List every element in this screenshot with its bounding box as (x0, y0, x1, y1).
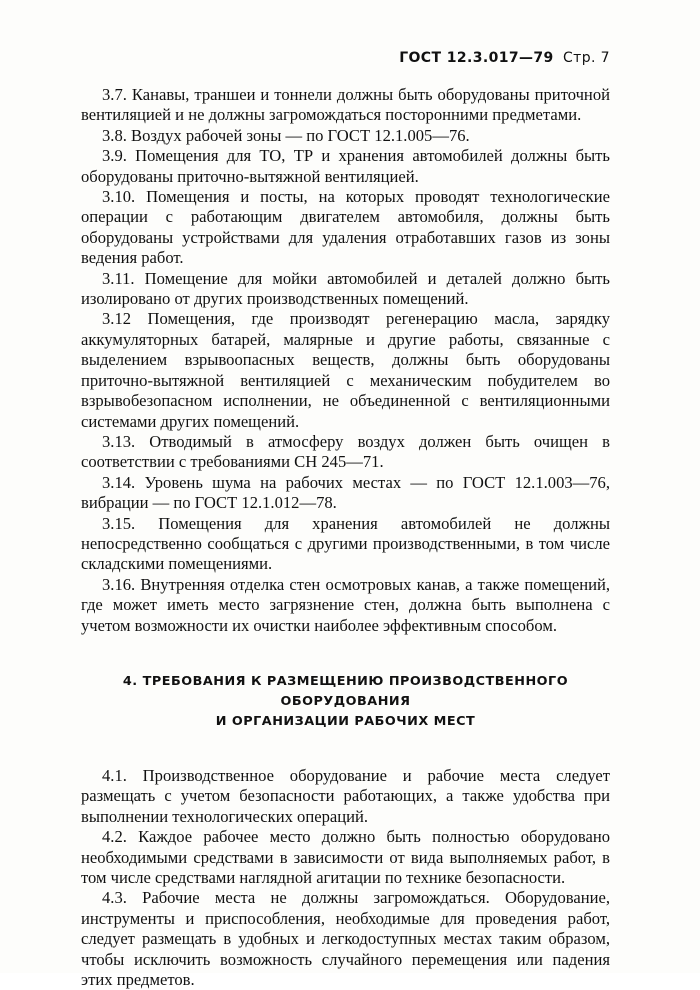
paragraph-3-12: 3.12 Помещения, где производят регенерацию масла, зарядку аккумуляторных батарей, малярные и другие работы, связанные с выделением взрывоопасных веществ, должны быть оборудованы приточно-вытяжной вентиляцией с механическим побудителем во взрывобезопасном исполнении, не объединенной с вентиляционными системами других помещений. (81, 309, 610, 431)
paragraph-3-11: 3.11. Помещение для мойки автомобилей и деталей должно быть изолировано от других производственных помещений. (81, 268, 610, 309)
paragraph-3-8: 3.8. Воздух рабочей зоны — по ГОСТ 12.1.005—76. (102, 125, 470, 145)
paragraph-4-2: 4.2. Каждое рабочее место должно быть полностью оборудовано необходимыми средствами в зависимости от вида выполняемых работ, в том числе средствами наглядной агитации по технике безопасности. (81, 827, 610, 887)
paragraph-3-15: 3.15. Помещения для хранения автомобилей не должны непосредственно сообщаться с другими производственными, в том числе складскими помещениями. (81, 513, 610, 574)
paragraph-3-14: 3.14. Уровень шума на рабочих местах — по ГОСТ 12.1.003—76, вибрации — по ГОСТ 12.1.012—78. (81, 472, 610, 513)
paragraph-3-10: 3.10. Помещения и посты, на которых проводят технологические операции с работающим двигателем автомобиля, должны быть оборудованы устройствами для удаления отработавших газов из зоны ведения работ. (81, 187, 610, 268)
paragraph-3-16: 3.16. Внутренняя отделка стен осмотровых канав, а также помещений, где может иметь место загрязнение стен, должна быть выполнена с учетом возможности их очистки наиболее эффективным способом. (81, 574, 610, 635)
paragraph-4-1: 4.1. Производственное оборудование и рабочие места следует размещать с учетом безопасности работающих, а также удобства при выполнении технологических операций. (81, 765, 610, 826)
paragraph-3-13: 3.13. Отводимый в атмосферу воздух должен быть очищен в соответствии с требованиями СН 245—71. (81, 431, 610, 472)
running-header (399, 50, 610, 66)
standard-number: ГОСТ 12.3.017—79 (399, 50, 554, 66)
paragraph-4-3: 4.3. Рабочие места не должны загромождаться. Оборудование, инструменты и приспособления, необходимые для проведения работ, следует размещать в удобных и легкодоступных местах таким образом, чтобы исключить возможность случайного перемещения или падения этих предметов. (81, 888, 610, 990)
body-text (81, 85, 610, 990)
section-heading-line-2: И ОРГАНИЗАЦИИ РАБОЧИХ МЕСТ (215, 713, 476, 729)
paragraph-3-9: 3.9. Помещения для ТО, ТР и хранения автомобилей должны быть оборудованы приточно-вытяжной вентиляцией. (81, 146, 610, 186)
paragraph-3-7: 3.7. Канавы, траншеи и тоннели должны быть оборудованы приточной вентиляцией и не должны загромождаться посторонними предметами. (81, 85, 610, 125)
section-heading (81, 672, 610, 732)
section-heading-line-1: 4. ТРЕБОВАНИЯ К РАЗМЕЩЕНИЮ ПРОИЗВОДСТВЕННОГО ОБОРУДОВАНИЯ (122, 673, 569, 709)
page-number: Стр. 7 (562, 50, 610, 66)
